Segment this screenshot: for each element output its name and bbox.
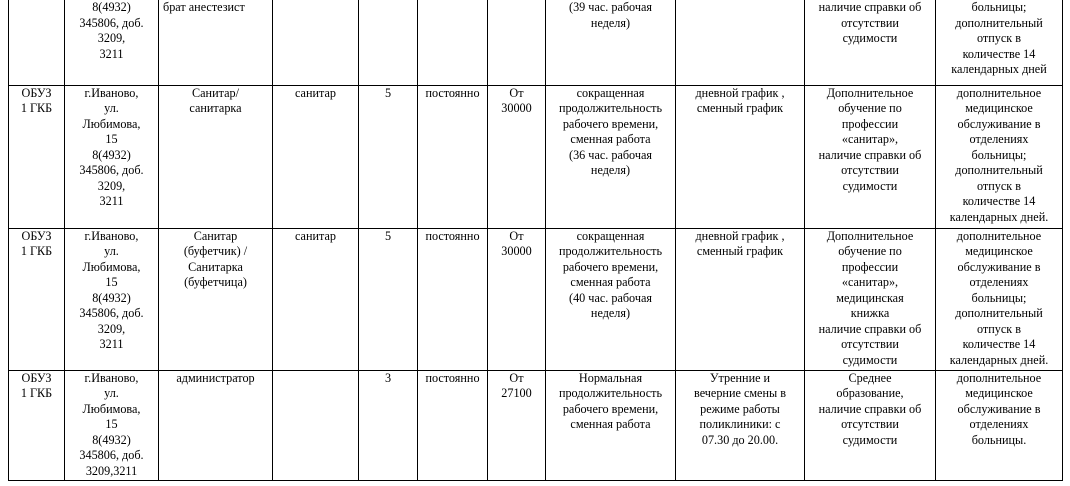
address-cell: г.Иваново, ул. Любимова, 15 8(4932) 345806, доб. 3209, 3211 bbox=[65, 85, 159, 228]
conditions-cell: дополнительное медицинское обслуживание в отделениях больницы; дополнительный отпуск в количестве 14 календарных дней. bbox=[936, 85, 1063, 228]
salary-cell: От 27100 bbox=[488, 370, 546, 480]
requirements-cell: Дополнительное обучение по профессии «санитар», наличие справки об отсутствии судимости bbox=[805, 85, 936, 228]
work-mode-cell: сокращенная продолжительность рабочего времени, сменная работа (40 час. рабочая неделя) bbox=[546, 228, 676, 370]
salary-cell: От 30000 bbox=[488, 228, 546, 370]
address-cell: г.Иваново, ул. Любимова, 15 8(4932) 345806, доб. 3209,3211 bbox=[65, 370, 159, 480]
work-mode-cell: Нормальная продолжительность рабочего времени, сменная работа bbox=[546, 370, 676, 480]
table-row bbox=[9, 0, 1063, 85]
schedule-cell: дневной график , сменный график bbox=[676, 228, 805, 370]
employer-cell: ОБУЗ 1 ГКБ bbox=[9, 85, 65, 228]
profession-cell bbox=[273, 370, 359, 480]
salary-cell: От 30000 bbox=[488, 85, 546, 228]
conditions-cell: больницы; дополнительный отпуск в количестве 14 календарных дней bbox=[936, 0, 1063, 85]
table-row bbox=[9, 85, 1063, 228]
schedule-cell bbox=[676, 0, 805, 85]
profession-cell: санитар bbox=[273, 228, 359, 370]
schedule-cell: дневной график , сменный график bbox=[676, 85, 805, 228]
salary-cell bbox=[488, 0, 546, 85]
work-mode-cell: сокращенная продолжительность рабочего времени, сменная работа (36 час. рабочая неделя) bbox=[546, 85, 676, 228]
vacancies-cell: 3 bbox=[359, 370, 418, 480]
conditions-cell: дополнительное медицинское обслуживание в отделениях больницы. bbox=[936, 370, 1063, 480]
vacancies-cell bbox=[359, 0, 418, 85]
schedule-cell: Утренние и вечерние смены в режиме работы поликлиники: с 07.30 до 20.00. bbox=[676, 370, 805, 480]
address-cell: 8(4932) 345806, доб. 3209, 3211 bbox=[65, 0, 159, 85]
character-cell bbox=[418, 0, 488, 85]
work-mode-cell: (39 час. рабочая неделя) bbox=[546, 0, 676, 85]
employer-cell bbox=[9, 0, 65, 85]
employer-cell: ОБУЗ 1 ГКБ bbox=[9, 370, 65, 480]
character-cell: постоянно bbox=[418, 228, 488, 370]
conditions-cell: дополнительное медицинское обслуживание в отделениях больницы; дополнительный отпуск в количестве 14 календарных дней. bbox=[936, 228, 1063, 370]
position-cell: Санитар (буфетчик) / Санитарка (буфетчица) bbox=[159, 228, 273, 370]
profession-cell bbox=[273, 0, 359, 85]
position-cell: администратор bbox=[159, 370, 273, 480]
position-cell: Санитар/ санитарка bbox=[159, 85, 273, 228]
requirements-cell: Дополнительное обучение по профессии «санитар», медицинская книжка наличие справки об отсутствии судимости bbox=[805, 228, 936, 370]
address-cell: г.Иваново, ул. Любимова, 15 8(4932) 345806, доб. 3209, 3211 bbox=[65, 228, 159, 370]
vacancies-cell: 5 bbox=[359, 85, 418, 228]
requirements-cell: наличие справки об отсутствии судимости bbox=[805, 0, 936, 85]
employer-cell: ОБУЗ 1 ГКБ bbox=[9, 228, 65, 370]
position-cell: брат анестезист bbox=[159, 0, 273, 85]
table-row bbox=[9, 370, 1063, 480]
table-row bbox=[9, 228, 1063, 370]
character-cell: постоянно bbox=[418, 370, 488, 480]
vacancies-cell: 5 bbox=[359, 228, 418, 370]
requirements-cell: Среднее образование, наличие справки об отсутствии судимости bbox=[805, 370, 936, 480]
profession-cell: санитар bbox=[273, 85, 359, 228]
character-cell: постоянно bbox=[418, 85, 488, 228]
vacancy-table bbox=[8, 0, 1063, 481]
